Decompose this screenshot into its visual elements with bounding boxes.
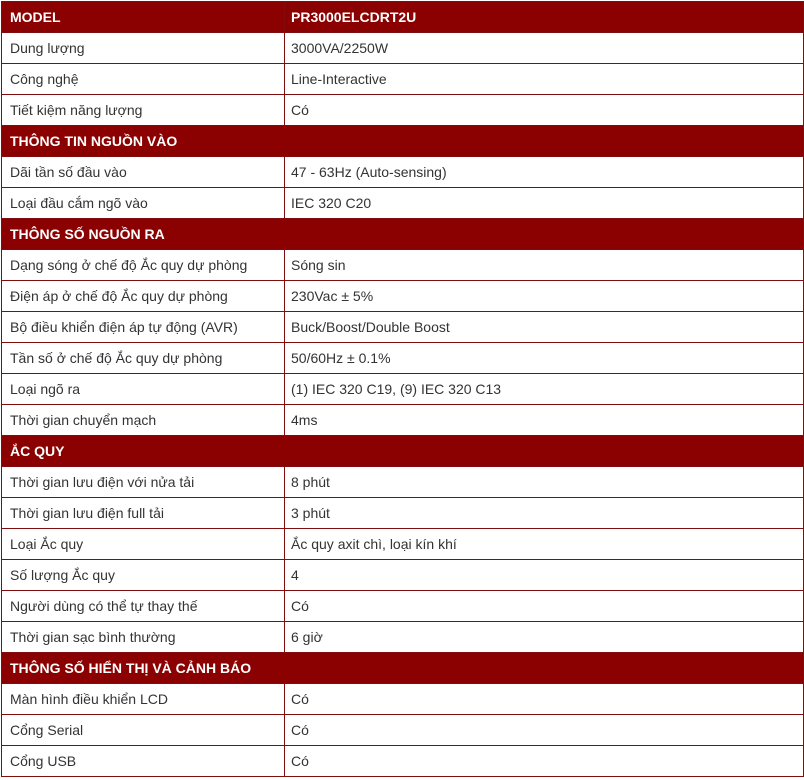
- spec-value: Có: [285, 715, 804, 746]
- section-title: THÔNG SỐ HIỂN THỊ VÀ CẢNH BÁO: [2, 653, 804, 684]
- spec-label: Tiết kiệm năng lượng: [2, 95, 285, 126]
- table-row: [2, 343, 804, 374]
- spec-label: Công nghệ: [2, 64, 285, 95]
- spec-label: Thời gian chuyển mạch: [2, 405, 285, 436]
- section-header-input: [2, 126, 804, 157]
- model-header-row: [2, 2, 804, 33]
- spec-label: Tần số ở chế độ Ắc quy dự phòng: [2, 343, 285, 374]
- section-title: ẮC QUY: [2, 436, 804, 467]
- spec-label: Loại đầu cắm ngõ vào: [2, 188, 285, 219]
- spec-table: [1, 1, 804, 777]
- spec-value: Có: [285, 746, 804, 777]
- section-title: THÔNG TIN NGUỒN VÀO: [2, 126, 804, 157]
- spec-value: 4: [285, 560, 804, 591]
- section-header-display: [2, 653, 804, 684]
- spec-label: Số lượng Ắc quy: [2, 560, 285, 591]
- table-row: [2, 95, 804, 126]
- table-row: [2, 622, 804, 653]
- table-row: [2, 374, 804, 405]
- spec-value: 3 phút: [285, 498, 804, 529]
- table-row: [2, 250, 804, 281]
- spec-value: 230Vac ± 5%: [285, 281, 804, 312]
- spec-label: Điện áp ở chế độ Ắc quy dự phòng: [2, 281, 285, 312]
- table-row: [2, 281, 804, 312]
- spec-value: 3000VA/2250W: [285, 33, 804, 64]
- spec-label: Bộ điều khiển điện áp tự động (AVR): [2, 312, 285, 343]
- table-row: [2, 498, 804, 529]
- table-row: [2, 33, 804, 64]
- spec-label: Người dùng có thể tự thay thế: [2, 591, 285, 622]
- spec-value: IEC 320 C20: [285, 188, 804, 219]
- model-value: PR3000ELCDRT2U: [285, 2, 804, 33]
- table-row: [2, 715, 804, 746]
- spec-value: Có: [285, 684, 804, 715]
- spec-label: Cổng USB: [2, 746, 285, 777]
- spec-value: Có: [285, 95, 804, 126]
- table-row: [2, 529, 804, 560]
- table-row: [2, 157, 804, 188]
- section-header-output: [2, 219, 804, 250]
- spec-label: Loại Ắc quy: [2, 529, 285, 560]
- table-row: [2, 591, 804, 622]
- spec-value: Line-Interactive: [285, 64, 804, 95]
- table-row: [2, 188, 804, 219]
- spec-label: Dạng sóng ở chế độ Ắc quy dự phòng: [2, 250, 285, 281]
- table-row: [2, 560, 804, 591]
- spec-label: Màn hình điều khiển LCD: [2, 684, 285, 715]
- table-row: [2, 467, 804, 498]
- spec-value: 4ms: [285, 405, 804, 436]
- table-row: [2, 405, 804, 436]
- spec-value: Có: [285, 591, 804, 622]
- spec-value: Sóng sin: [285, 250, 804, 281]
- table-row: [2, 64, 804, 95]
- section-header-battery: [2, 436, 804, 467]
- spec-label: Dung lượng: [2, 33, 285, 64]
- spec-value: 47 - 63Hz (Auto-sensing): [285, 157, 804, 188]
- spec-value: Buck/Boost/Double Boost: [285, 312, 804, 343]
- spec-value: 8 phút: [285, 467, 804, 498]
- table-row: [2, 746, 804, 777]
- spec-label: Loại ngõ ra: [2, 374, 285, 405]
- table-row: [2, 684, 804, 715]
- spec-label: Thời gian lưu điện full tải: [2, 498, 285, 529]
- spec-label: Cổng Serial: [2, 715, 285, 746]
- spec-label: Dãi tần số đầu vào: [2, 157, 285, 188]
- table-row: [2, 312, 804, 343]
- spec-label: Thời gian lưu điện với nửa tải: [2, 467, 285, 498]
- spec-label: Thời gian sạc bình thường: [2, 622, 285, 653]
- spec-value: 50/60Hz ± 0.1%: [285, 343, 804, 374]
- spec-value: (1) IEC 320 C19, (9) IEC 320 C13: [285, 374, 804, 405]
- spec-value: Ắc quy axit chì, loại kín khí: [285, 529, 804, 560]
- section-title: THÔNG SỐ NGUỒN RA: [2, 219, 804, 250]
- spec-value: 6 giờ: [285, 622, 804, 653]
- model-label: MODEL: [2, 2, 285, 33]
